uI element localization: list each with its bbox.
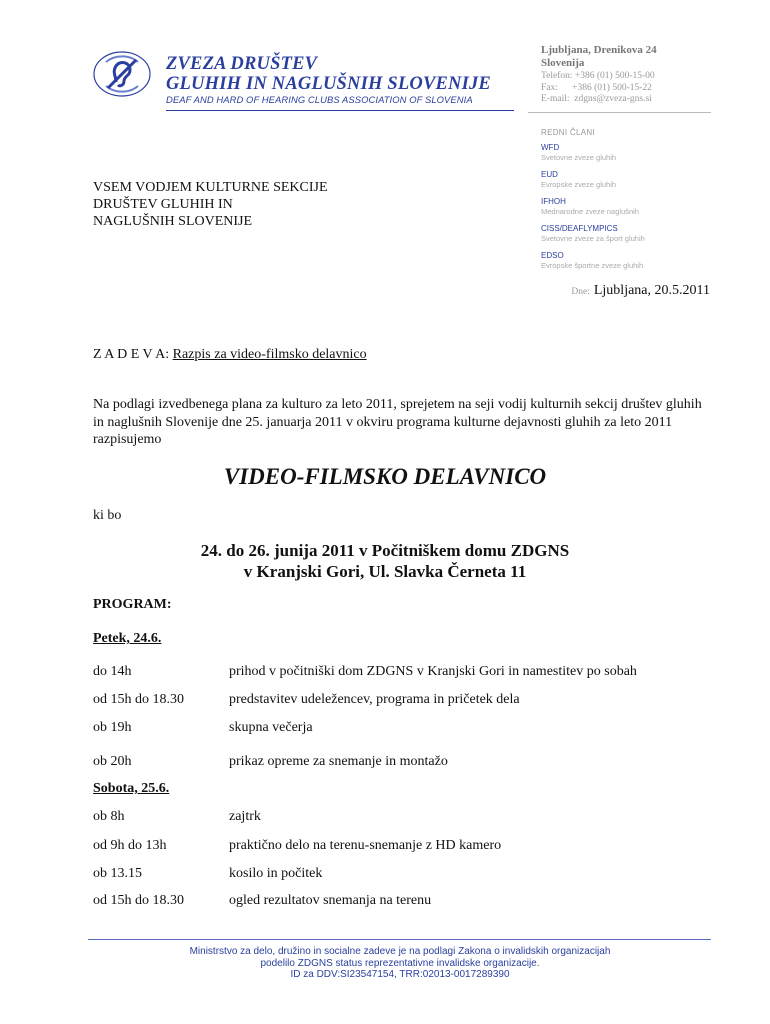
member-desc: Evropske zveze gluhih <box>541 180 617 189</box>
subject-line <box>93 347 367 363</box>
org-name-english: DEAF AND HARD OF HEARING CLUBS ASSOCIATION OF SLOVENIA <box>166 94 473 105</box>
member-abbr: WFD <box>541 143 560 152</box>
email: E-mail: zdgns@zveza-gns.si <box>541 94 652 104</box>
program-text: praktično delo na terenu-snemanje z HD kamero <box>229 838 502 853</box>
event-when <box>0 540 770 582</box>
ki-bo-text: ki bo <box>93 508 122 523</box>
date-label: Dne: <box>571 287 590 297</box>
address-line2: Slovenija <box>541 57 585 69</box>
footer-divider <box>88 939 711 940</box>
main-heading: VIDEO-FILMSKO DELAVNICO <box>223 464 547 489</box>
org-name-line2: GLUHIH IN NAGLUŠNIH SLOVENIJE <box>166 74 491 94</box>
program-time: od 9h do 13h <box>93 838 167 853</box>
recipient-line3: NAGLUŠNIH SLOVENIJE <box>93 214 253 229</box>
member-desc: Svetovne zveze gluhih <box>541 153 617 162</box>
header-divider <box>166 110 514 111</box>
member-abbr: IFHOH <box>541 197 566 206</box>
program-row <box>93 692 520 708</box>
program-time: do 14h <box>93 664 132 679</box>
program-row <box>93 664 637 680</box>
recipient-line1: VSEM VODJEM KULTURNE SEKCIJE <box>93 180 328 195</box>
member-item <box>541 251 701 271</box>
program-text: prikaz opreme za snemanje in montažo <box>229 754 448 769</box>
program-time: ob 13.15 <box>93 866 142 881</box>
member-item <box>541 143 701 163</box>
program-row <box>93 838 501 854</box>
org-name-line1: ZVEZA DRUŠTEV <box>166 54 318 74</box>
program-time: od 15h do 18.30 <box>93 893 184 908</box>
address-line1: Ljubljana, Drenikova 24 <box>541 44 657 56</box>
member-desc: Svetovne zveze za šport gluhih <box>541 234 645 243</box>
members-title: REDNI ČLANI <box>541 128 595 137</box>
footer-line3: ID za DDV:SI23547154, TRR:02013-0017289390 <box>290 969 510 980</box>
member-item <box>541 197 701 217</box>
program-time: ob 8h <box>93 809 125 824</box>
program-text: zajtrk <box>229 809 261 824</box>
fax: Fax: +386 (01) 500-15-22 <box>541 82 652 93</box>
member-desc: Mednarodne zveze naglušnih <box>541 207 639 216</box>
day-title: Petek, 24.6. <box>93 631 162 646</box>
footer-line2: podelilo ZDGNS status reprezentativne invalidske organizacije. <box>260 957 540 969</box>
member-abbr: CISS/DEAFLYMPICS <box>541 224 618 233</box>
program-label: PROGRAM: <box>93 597 172 612</box>
program-row <box>93 866 322 882</box>
member-abbr: EDSO <box>541 251 564 260</box>
event-when-line2: v Kranjski Gori, Ul. Slavka Černeta 11 <box>243 562 527 581</box>
phone: Telefon: +386 (01) 500-15-00 <box>541 71 655 81</box>
member-desc: Evropske športne zveze gluhih <box>541 261 644 270</box>
program-text: ogled rezultatov snemanja na terenu <box>229 893 432 908</box>
program-time: od 15h do 18.30 <box>93 692 184 707</box>
recipient-line2: DRUŠTEV GLUHIH IN <box>93 197 233 212</box>
ear-icon <box>92 50 152 98</box>
date-line <box>571 283 710 299</box>
program-text: skupna večerja <box>229 720 313 735</box>
program-row <box>93 809 261 825</box>
address-block <box>541 44 657 70</box>
day-title: Sobota, 25.6. <box>93 781 170 796</box>
date-value: Ljubljana, 20.5.2011 <box>593 283 710 298</box>
program-text: predstavitev udeležencev, programa in pričetek dela <box>229 692 520 707</box>
program-text: prihod v počitniški dom ZDGNS v Kranjski Gori in namestitev po sobah <box>229 664 637 679</box>
sidebar-divider <box>528 112 711 113</box>
recipient-block <box>93 179 328 230</box>
subject-label: Z A D E V A: <box>93 347 170 362</box>
program-text: kosilo in počitek <box>229 866 323 881</box>
program-time: ob 20h <box>93 754 132 769</box>
members-list <box>541 128 701 278</box>
event-when-line1: 24. do 26. junija 2011 v Počitniškem domu ZDGNS <box>200 541 570 560</box>
program-row <box>93 754 448 770</box>
program-row <box>93 720 313 736</box>
contact-block <box>541 71 655 106</box>
footer-line1: Ministrstvo za delo, družino in socialne zadeve je na podlagi Zakona o invalidskih organizacijah <box>189 946 611 957</box>
footer <box>0 946 770 981</box>
program-time: ob 19h <box>93 720 132 735</box>
member-item <box>541 224 701 244</box>
program-row <box>93 893 431 909</box>
intro-paragraph: Na podlagi izvedbenega plana za kulturo za leto 2011, sprejetem na seji vodij kulturnih sekcij društev gluhih in naglušnih Slovenije dne 25. januarja 2011 v okviru programa kulturne dejavnosti gluhih za leto 2011 razpisujemo <box>93 397 702 447</box>
member-abbr: EUD <box>541 170 558 179</box>
member-item <box>541 170 701 190</box>
subject-text: Razpis za video-filmsko delavnico <box>172 347 367 362</box>
